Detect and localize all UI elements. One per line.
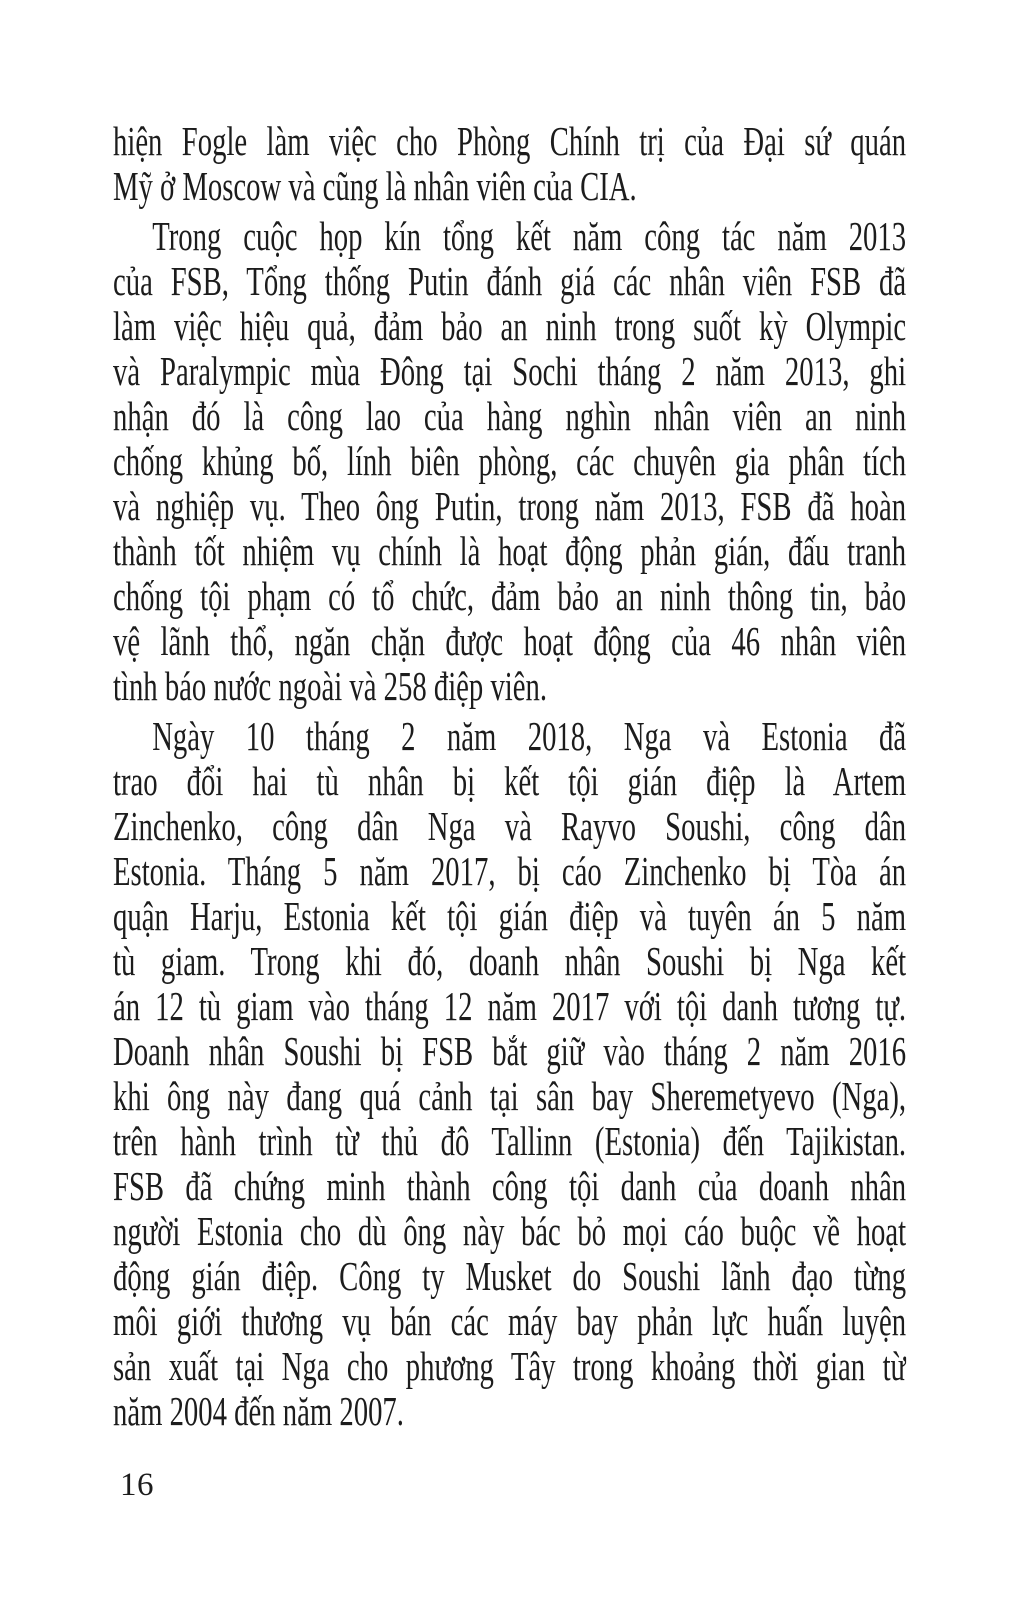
text-line: án 12 tù giam vào tháng 12 năm 2017 với tội danh tương tự. <box>113 984 907 1029</box>
paragraph <box>113 714 906 1434</box>
text-line: của FSB, Tổng thống Putin đánh giá các nhân viên FSB đã <box>113 259 907 304</box>
paragraph <box>113 214 906 709</box>
text-line: Ngày 10 tháng 2 năm 2018, Nga và Estonia đã <box>152 714 907 759</box>
text-line: Mỹ ở Moscow và cũng là nhân viên của CIA. <box>113 164 637 209</box>
text-line: tù giam. Trong khi đó, doanh nhân Soushi bị Nga kết <box>113 939 907 984</box>
text-line: chống khủng bố, lính biên phòng, các chuyên gia phân tích <box>113 439 907 484</box>
text-line: chống tội phạm có tổ chức, đảm bảo an ninh thông tin, bảo <box>113 574 907 619</box>
text-line: môi giới thương vụ bán các máy bay phản lực huấn luyện <box>113 1299 907 1344</box>
text-line: quận Harju, Estonia kết tội gián điệp và tuyên án 5 năm <box>113 894 907 939</box>
text-block <box>113 119 906 1434</box>
text-line: trên hành trình từ thủ đô Tallinn (Estonia) đến Tajikistan. <box>113 1119 907 1164</box>
text-line: Estonia. Tháng 5 năm 2017, bị cáo Zinchenko bị Tòa án <box>113 849 907 894</box>
text-line: vệ lãnh thổ, ngăn chặn được hoạt động của 46 nhân viên <box>113 619 907 664</box>
text-line: Zinchenko, công dân Nga và Rayvo Soushi, công dân <box>113 804 907 849</box>
text-line: trao đổi hai tù nhân bị kết tội gián điệp là Artem <box>113 759 907 804</box>
page-number: 16 <box>120 1467 154 1503</box>
text-line: sản xuất tại Nga cho phương Tây trong khoảng thời gian từ <box>113 1344 907 1389</box>
text-line: tình báo nước ngoài và 258 điệp viên. <box>113 664 548 709</box>
text-line: Doanh nhân Soushi bị FSB bắt giữ vào tháng 2 năm 2016 <box>113 1029 907 1074</box>
text-line: và Paralympic mùa Đông tại Sochi tháng 2 năm 2013, ghi <box>113 349 907 394</box>
text-line: thành tốt nhiệm vụ chính là hoạt động phản gián, đấu tranh <box>113 529 907 574</box>
text-line: động gián điệp. Công ty Musket do Soushi lãnh đạo từng <box>113 1254 907 1299</box>
text-line: và nghiệp vụ. Theo ông Putin, trong năm 2013, FSB đã hoàn <box>113 484 907 529</box>
text-line: Trong cuộc họp kín tổng kết năm công tác năm 2013 <box>152 214 907 259</box>
text-line: năm 2004 đến năm 2007. <box>113 1389 404 1434</box>
text-line: hiện Fogle làm việc cho Phòng Chính trị của Đại sứ quán <box>113 119 907 164</box>
text-line: người Estonia cho dù ông này bác bỏ mọi cáo buộc về hoạt <box>113 1209 907 1254</box>
paragraph <box>113 119 906 209</box>
text-line: nhận đó là công lao của hàng nghìn nhân viên an ninh <box>113 394 907 439</box>
text-line: FSB đã chứng minh thành công tội danh của doanh nhân <box>113 1164 907 1209</box>
text-line: khi ông này đang quá cảnh tại sân bay Sheremetyevo (Nga), <box>113 1074 907 1119</box>
text-line: làm việc hiệu quả, đảm bảo an ninh trong suốt kỳ Olympic <box>113 304 907 349</box>
